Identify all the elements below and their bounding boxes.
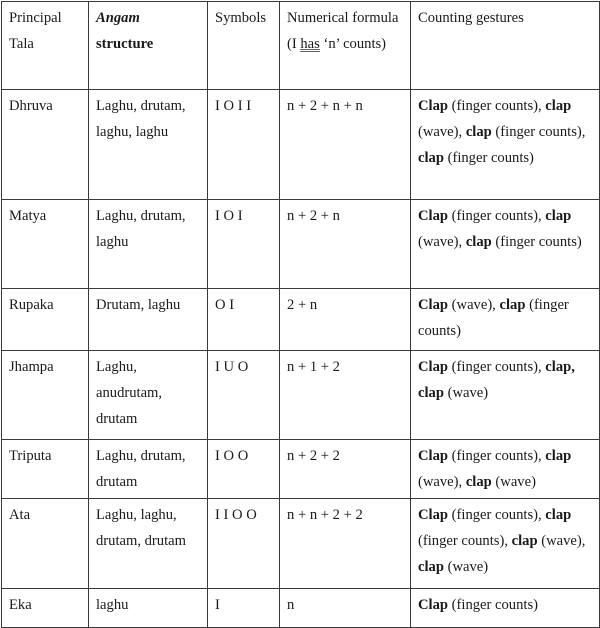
cell-gestures: Clap (finger counts), clap (finger counts), clap (wave), clap (wave) xyxy=(411,499,600,589)
header-angam-italic: Angam xyxy=(96,10,140,26)
header-counting-gestures: Counting gestures xyxy=(411,2,600,90)
cell-symbols: I O I I xyxy=(208,90,280,200)
cell-angam: Laghu, anudrutam, drutam xyxy=(89,351,208,440)
cell-gestures: Clap (finger counts), clap (wave), clap (finger counts), clap (finger counts) xyxy=(411,90,600,200)
cell-gestures: Clap (finger counts), clap (wave), clap (finger counts) xyxy=(411,200,600,289)
cell-angam: laghu xyxy=(89,589,208,628)
cell-formula: n + n + 2 + 2 xyxy=(280,499,411,589)
cell-formula: n + 2 + n + n xyxy=(280,90,411,200)
header-row xyxy=(2,2,600,90)
cell-angam: Laghu, drutam, drutam xyxy=(89,440,208,499)
table-row xyxy=(2,90,600,200)
spellcheck-word: has xyxy=(300,36,320,52)
cell-tala: Eka xyxy=(2,589,89,628)
header-symbols: Symbols xyxy=(208,2,280,90)
cell-symbols: O I xyxy=(208,289,280,351)
cell-angam: Drutam, laghu xyxy=(89,289,208,351)
cell-tala: Ata xyxy=(2,499,89,589)
cell-gestures: Clap (finger counts) xyxy=(411,589,600,628)
cell-tala: Matya xyxy=(2,200,89,289)
cell-symbols: I U O xyxy=(208,351,280,440)
table-row xyxy=(2,499,600,589)
cell-tala: Jhampa xyxy=(2,351,89,440)
cell-symbols: I O I xyxy=(208,200,280,289)
cell-formula: n xyxy=(280,589,411,628)
cell-gestures: Clap (wave), clap (finger counts) xyxy=(411,289,600,351)
table-row xyxy=(2,289,600,351)
tala-table xyxy=(1,1,600,628)
header-angam-rest: structure xyxy=(96,36,154,52)
cell-formula: n + 2 + n xyxy=(280,200,411,289)
cell-tala: Dhruva xyxy=(2,90,89,200)
cell-symbols: I xyxy=(208,589,280,628)
cell-gestures: Clap (finger counts), clap (wave), clap (wave) xyxy=(411,440,600,499)
cell-tala: Rupaka xyxy=(2,289,89,351)
cell-formula: n + 1 + 2 xyxy=(280,351,411,440)
cell-angam: Laghu, laghu, drutam, drutam xyxy=(89,499,208,589)
cell-symbols: I O O xyxy=(208,440,280,499)
cell-gestures: Clap (finger counts), clap, clap (wave) xyxy=(411,351,600,440)
cell-tala: Triputa xyxy=(2,440,89,499)
cell-symbols: I I O O xyxy=(208,499,280,589)
cell-formula: 2 + n xyxy=(280,289,411,351)
table-row xyxy=(2,200,600,289)
table-row xyxy=(2,351,600,440)
table-row xyxy=(2,589,600,628)
cell-angam: Laghu, drutam, laghu xyxy=(89,200,208,289)
header-angam-structure xyxy=(89,2,208,90)
table-row xyxy=(2,440,600,499)
header-numerical-formula: Numerical formula (I has ‘n’ counts) xyxy=(280,2,411,90)
cell-formula: n + 2 + 2 xyxy=(280,440,411,499)
cell-angam: Laghu, drutam, laghu, laghu xyxy=(89,90,208,200)
header-principal-tala: Principal Tala xyxy=(2,2,89,90)
